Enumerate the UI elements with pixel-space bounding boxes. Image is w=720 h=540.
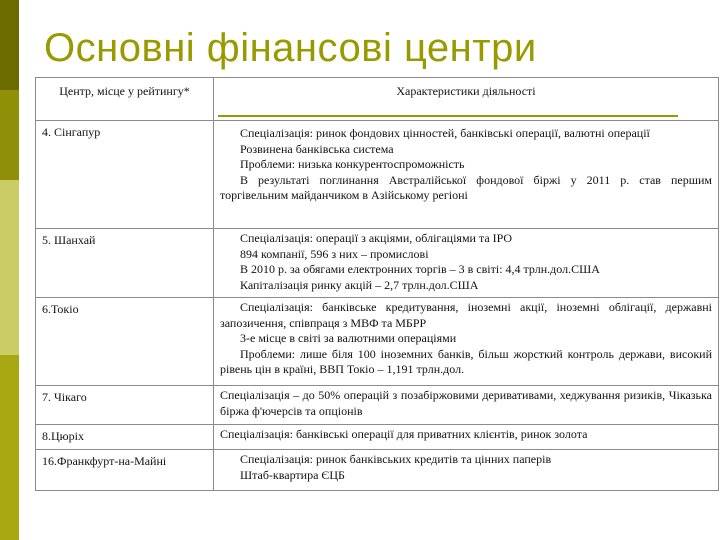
financial-centers-table (35, 77, 719, 491)
row-center: 16.Франкфурт-на-Майні (36, 450, 214, 491)
row-line: Штаб-квартира ЄЦБ (240, 467, 345, 482)
table-row-singapore (36, 121, 719, 229)
row-line: 894 компанії, 596 з них – промислові (240, 246, 429, 261)
row-line: Спеціалізація: банківські операції для приватних клієнтів, ринок золота (220, 427, 588, 441)
row-characteristics (214, 425, 719, 450)
row-center: 4. Сінгапур (36, 121, 214, 229)
row-line: Спеціалізація: операції з акціями, облігаціями та IPO (240, 231, 513, 245)
side-accent-bar-upper (0, 90, 19, 180)
row-line: Спеціалізація: ринок фондових цінностей, банківські операції, валютні операції (240, 126, 650, 140)
row-line: В 2010 р. за обягами електронних торгів – 3 в світі: 4,4 трлн.дол.США (240, 262, 600, 276)
row-line: В результаті поглинання Австралійської фондової біржі у 2011 р. став першим торгівельним майданчиком в Азійському регіоні (220, 172, 712, 202)
side-accent-bar-bottom (0, 355, 19, 540)
row-center: 5. Шанхай (36, 229, 214, 298)
row-center: 6.Токіо (36, 298, 214, 386)
row-line: Розвинена банківська система (240, 141, 394, 156)
row-center: 8.Цюріх (36, 425, 214, 450)
header-underline (218, 115, 678, 117)
row-characteristics (214, 450, 719, 491)
table-row-tokyo (36, 298, 719, 386)
side-accent-bar-top (0, 0, 19, 90)
row-center: 7. Чікаго (36, 386, 214, 425)
slide-title: Основні фінансові центри (44, 26, 537, 70)
header-characteristics (214, 78, 719, 121)
row-line: Капіталізація ринку акцій – 2,7 трлн.дол.США (240, 277, 479, 292)
table-header-row (36, 78, 719, 121)
row-characteristics (214, 298, 719, 386)
table-row-chicago (36, 386, 719, 425)
row-characteristics (214, 386, 719, 425)
table-row-zurich (36, 425, 719, 450)
row-line: Спеціалізація: банківське кредитування, іноземні акції, іноземні облігації, державні запозичення, співпраця з МВФ та МБРР (220, 300, 712, 330)
row-line: 3-е місце в світі за валютними операціями (240, 331, 457, 345)
table-row-shanghai (36, 229, 719, 298)
row-line: Спеціалізація: ринок банківських кредитів та цінних паперів (240, 452, 552, 466)
row-line: Спеціалізація – до 50% операцій з позабіржовими деривативами, хеджування ризиків, Чіказька біржа ф'ючерсів та опціонів (220, 388, 712, 418)
row-characteristics (214, 229, 719, 298)
row-characteristics (214, 121, 719, 229)
side-accent-bar-middle (0, 180, 19, 355)
header-characteristics-label: Характеристики діяльності (396, 84, 536, 98)
row-line: Проблеми: низька конкурентоспроможність (240, 157, 465, 171)
header-center: Центр, місце у рейтингу* (36, 78, 214, 121)
table-row-frankfurt (36, 450, 719, 491)
row-line: Проблеми: лише біля 100 іноземних банків, більш жорсткий контроль держави, високий рівень цін в країні, ВВП Токіо – 1,191 трлн.дол. (220, 346, 712, 376)
